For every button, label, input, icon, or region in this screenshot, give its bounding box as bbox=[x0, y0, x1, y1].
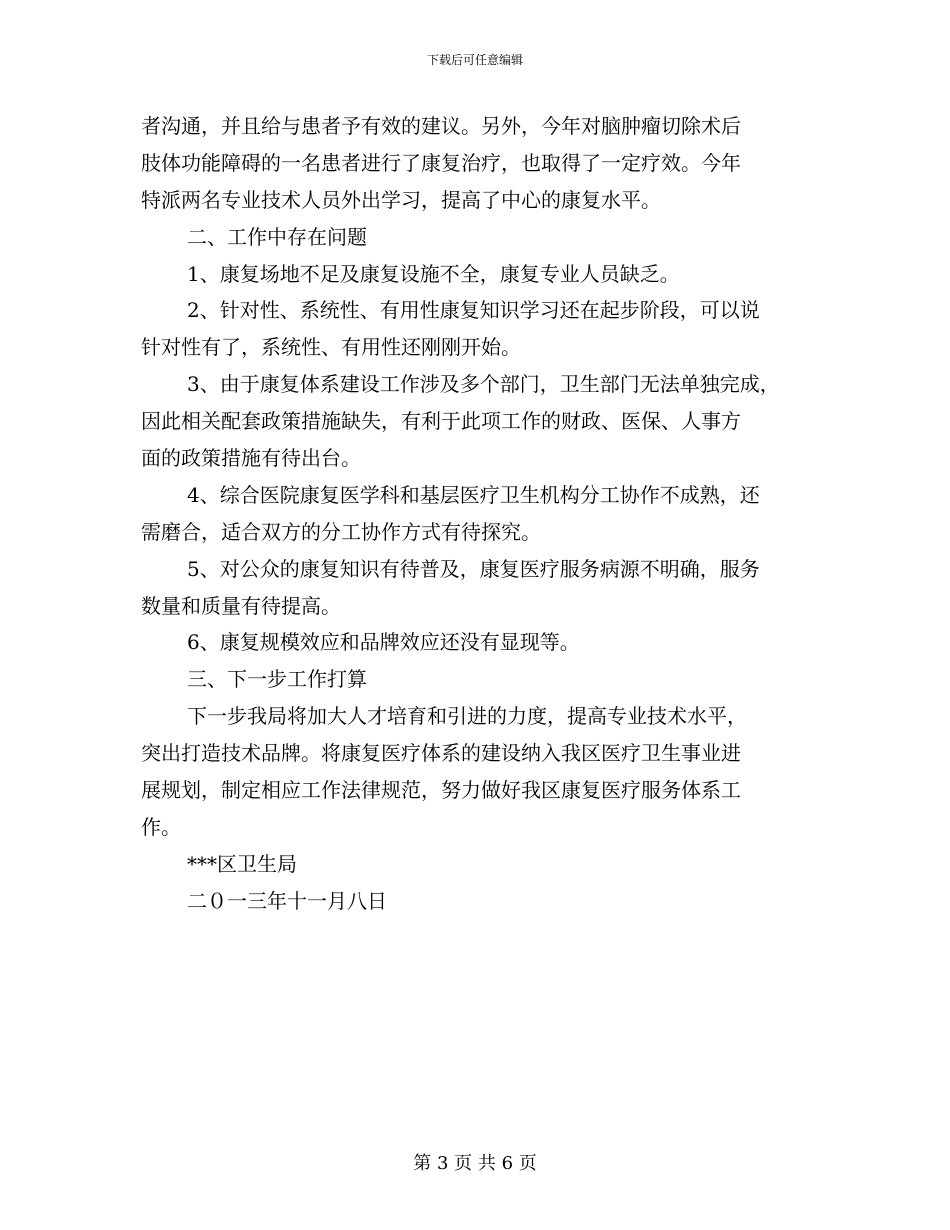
text-line: 特派两名专业技术人员外出学习，提高了中心的康复水平。 bbox=[141, 187, 661, 212]
signature-date: 二０一三年十一月八日 bbox=[187, 888, 387, 913]
page-number: 第 3 页 共 6 页 bbox=[413, 1153, 537, 1174]
text-line: 1、康复场地不足及康复设施不全，康复专业人员缺乏。 bbox=[187, 261, 680, 286]
section-heading: 三、下一步工作打算 bbox=[187, 667, 367, 692]
text-line: 因此相关配套政策措施缺失，有利于此项工作的财政、医保、人事方 bbox=[141, 409, 741, 434]
page-header: 下载后可任意编辑 bbox=[426, 53, 523, 67]
text-line: 作。 bbox=[141, 814, 181, 839]
text-line: 者沟通，并且给与患者予有效的建议。另外，今年对脑肿瘤切除术后 bbox=[141, 114, 741, 138]
text-line: 5、对公众的康复知识有待普及，康复医疗服务病源不明确，服务 bbox=[187, 556, 760, 581]
text-line: 数量和质量有待提高。 bbox=[141, 593, 341, 618]
text-line: 4、综合医院康复医学科和基层医疗卫生机构分工协作不成熟，还 bbox=[187, 482, 760, 507]
text-line: 突出打造技术品牌。将康复医疗体系的建设纳入我区医疗卫生事业进 bbox=[141, 741, 741, 766]
text-line: 2、针对性、系统性、有用性康复知识学习还在起步阶段，可以说 bbox=[187, 298, 760, 323]
section-heading: 二、工作中存在问题 bbox=[187, 224, 367, 249]
text-line: 需磨合，适合双方的分工协作方式有待探究。 bbox=[141, 519, 541, 544]
text-line: 针对性有了，系统性、有用性还刚刚开始。 bbox=[141, 335, 521, 360]
text-line: 下一步我局将加大人才培育和引进的力度，提高专业技术水平， bbox=[187, 704, 747, 729]
text-line: 6、康复规模效应和品牌效应还没有显现等。 bbox=[187, 630, 580, 655]
text-line: 3、由于康复体系建设工作涉及多个部门，卫生部门无法单独完成， bbox=[187, 372, 780, 397]
signature-organization: ***区卫生局 bbox=[187, 851, 297, 876]
document-body bbox=[141, 108, 841, 920]
text-line: 展规划，制定相应工作法律规范，努力做好我区康复医疗服务体系工 bbox=[141, 778, 741, 803]
text-line: 面的政策措施有待出台。 bbox=[141, 446, 361, 471]
text-line: 肢体功能障碍的一名患者进行了康复治疗，也取得了一定疗效。今年 bbox=[141, 150, 741, 175]
